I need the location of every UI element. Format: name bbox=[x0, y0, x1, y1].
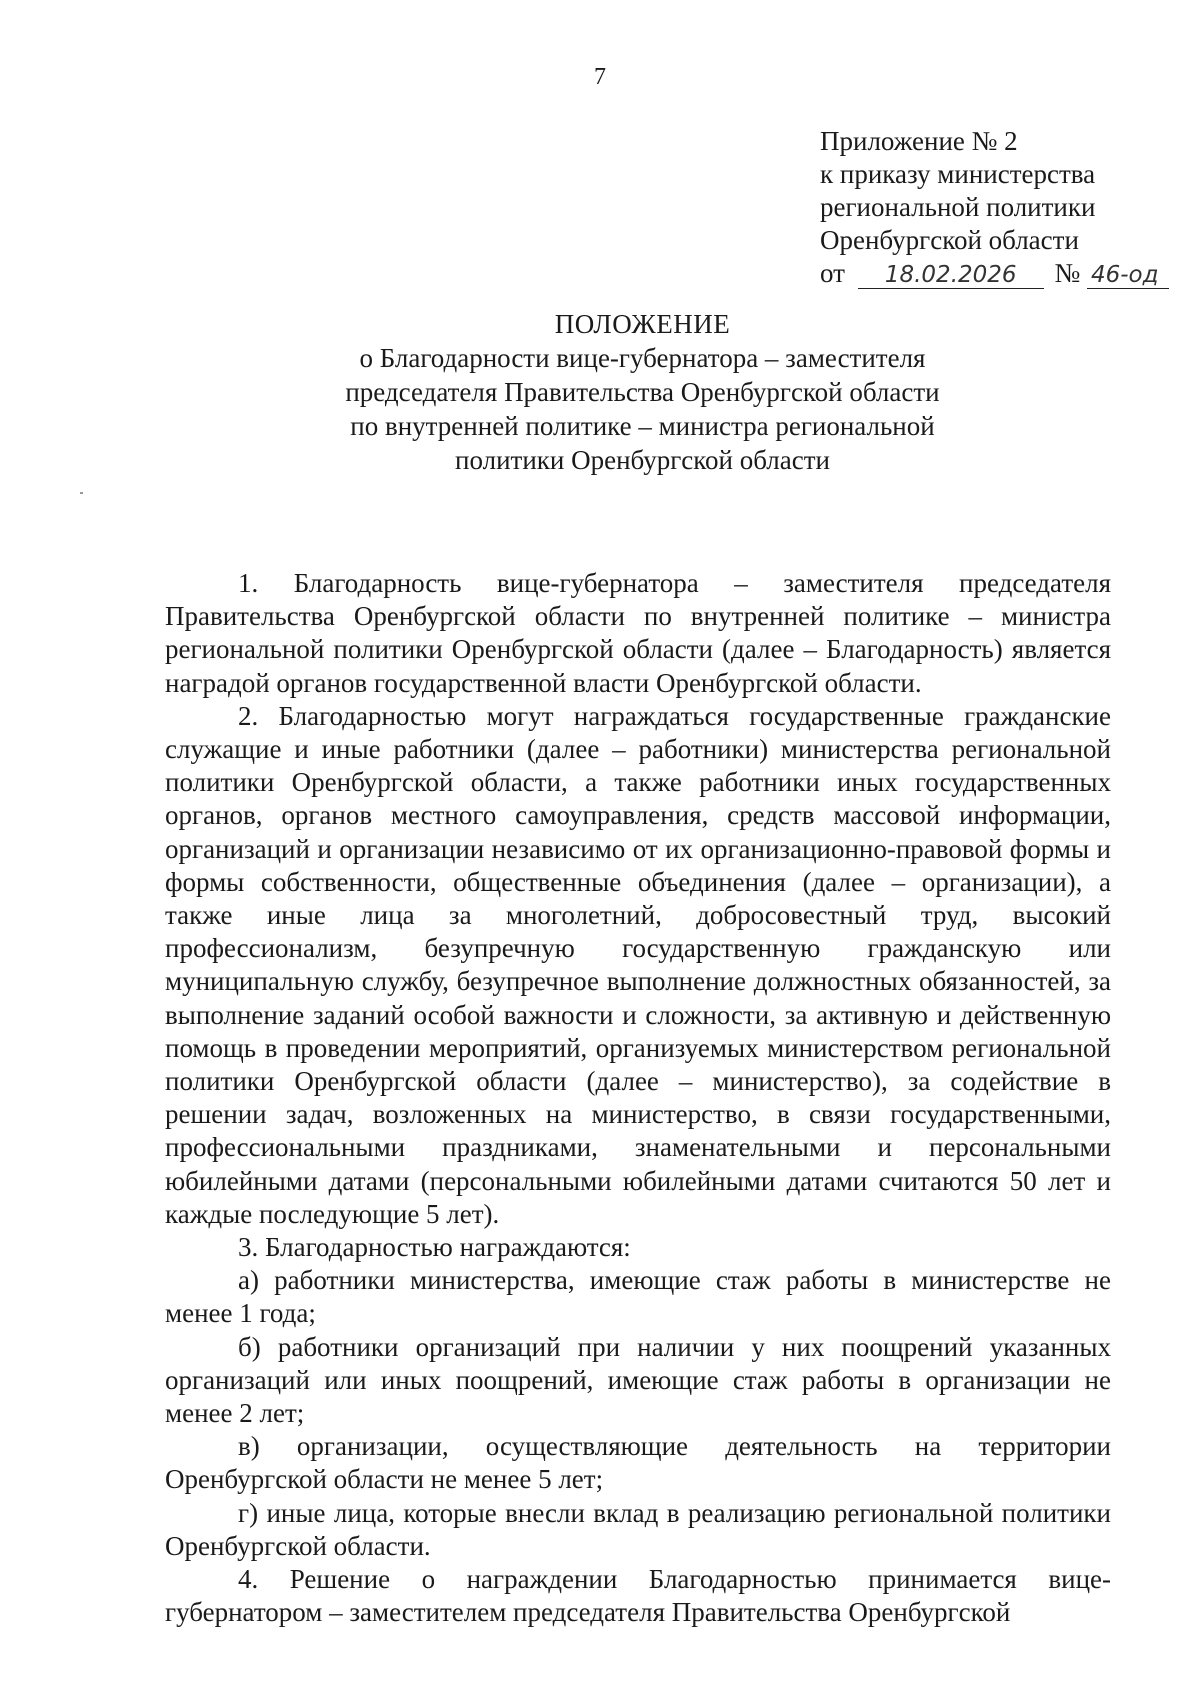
appendix-region-line: Оренбургской области bbox=[820, 225, 1079, 255]
document-body bbox=[165, 567, 1111, 1630]
appendix-date-number-line bbox=[820, 257, 1180, 290]
paragraph-3c: в) организации, осуществляющие деятельность на территории Оренбургской области не менее 5 лет; bbox=[165, 1431, 1111, 1495]
date-prefix: от bbox=[820, 258, 845, 288]
paragraph-3: 3. Благодарностью награждаются: bbox=[238, 1232, 631, 1263]
appendix-title: Приложение № 2 bbox=[820, 126, 1018, 156]
paragraph-2: 2. Благодарностью могут награждаться государственные гражданские служащие и иные работники (далее – работники) министерства региональной политики Оренбургской области, а также работники иных государственных органов, органов местного самоуправления, средств массовой информации, организаций и организации независимо от их организационно-правовой формы и формы собственности, общественные объединения (далее – организации), а также иные лица за многолетний, добросовестный труд, высокий профессионализм, безупречную государственную гражданскую или муниципальную службу, безупречное выполнение должностных обязанностей, за выполнение заданий особой важности и сложности, за активную и действенную помощь в проведении мероприятий, организуемых министерством региональной политики Оренбургской области (далее – министерство), за содействие в решении задач, возложенных на министерство, в связи государственными, профессиональными праздниками, знаменательными и персональными юбилейными датами (персональными юбилейными датами считаются 50 лет и каждые последующие 5 лет). bbox=[165, 700, 1111, 1229]
paragraph-4: 4. Решение о награждении Благодарностью принимается вице-губернатором – заместителем председателя Правительства Оренбургской bbox=[165, 1564, 1111, 1628]
paragraph-1: 1. Благодарность вице-губернатора – заместителя председателя Правительства Оренбургской области по внутренней политике – министра региональной политики Оренбургской области (далее – Благодарность) является наградой органов государственной власти Оренбургской области. bbox=[165, 568, 1111, 698]
title-heading: ПОЛОЖЕНИЕ bbox=[554, 309, 731, 339]
title-line-2: председателя Правительства Оренбургской области bbox=[345, 377, 940, 407]
date-value: 18.02.2026 bbox=[858, 262, 1044, 289]
number-prefix: № bbox=[1054, 258, 1081, 288]
page-number: 7 bbox=[594, 64, 606, 90]
appendix-order-line: к приказу министерства bbox=[820, 159, 1096, 189]
paragraph-3d: г) иные лица, которые внесли вклад в реализацию региональной политики Оренбургской области. bbox=[165, 1497, 1111, 1561]
scan-artifact bbox=[80, 492, 83, 494]
paragraph-3a: а) работники министерства, имеющие стаж работы в министерстве не менее 1 года; bbox=[165, 1265, 1111, 1329]
document-title bbox=[0, 307, 1200, 477]
title-line-4: политики Оренбургской области bbox=[455, 445, 830, 475]
title-line-3: по внутренней политике – министра региональной bbox=[350, 411, 935, 441]
appendix-ministry-line: региональной политики bbox=[820, 192, 1096, 222]
number-value: 46-од bbox=[1087, 262, 1169, 289]
paragraph-3b: б) работники организаций при наличии у них поощрений указанных организаций или иных поощрений, имеющие стаж работы в организации не менее 2 лет; bbox=[165, 1331, 1111, 1429]
appendix-header bbox=[820, 125, 1180, 290]
title-line-1: о Благодарности вице-губернатора – заместителя bbox=[359, 343, 926, 373]
